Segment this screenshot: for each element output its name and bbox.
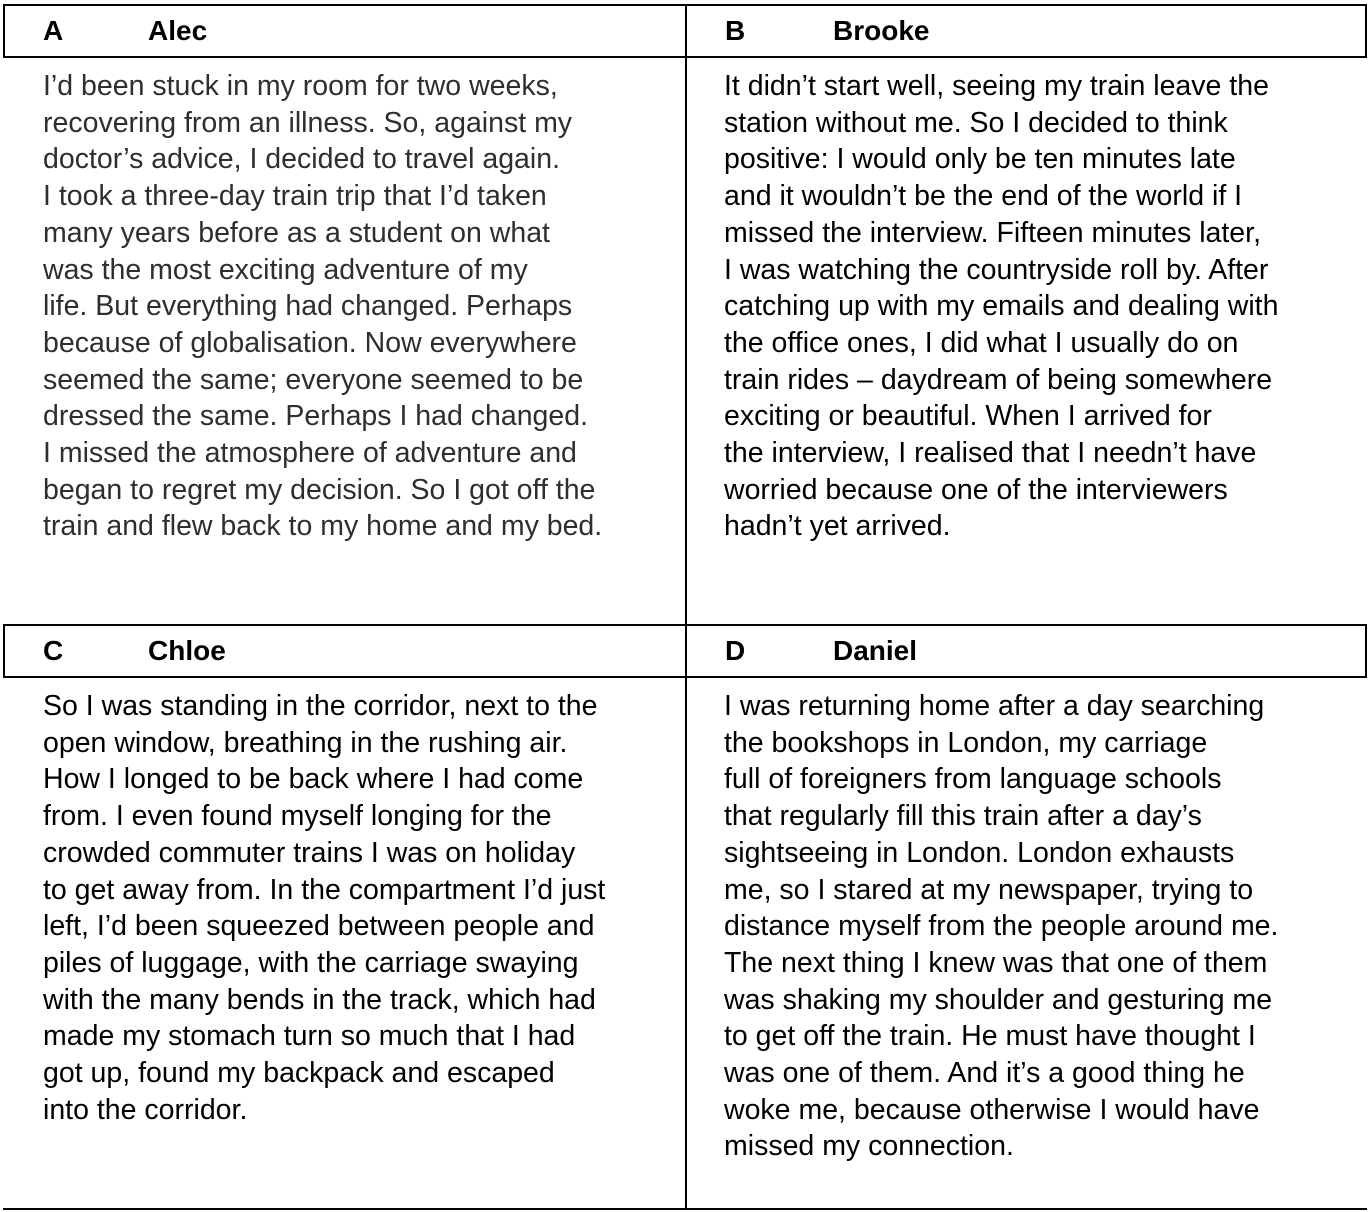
section-c-text: So I was standing in the corridor, next to the open window, breathing in the rushing air. How I longed to be back where I had come from. I even found myself longing for the crowded commuter trains I was on holiday to get away from. In the compartment I’d just left, I’d been squeezed between people and piles of luggage, with the carriage swaying with the many bends in the track, which had made my stomach turn so much that I had got up, found my backpack and escaped into the corridor.	[43, 690, 606, 1126]
section-b	[685, 4, 1367, 624]
section-b-header	[685, 4, 1367, 58]
section-person-name: Daniel	[833, 635, 918, 666]
bottom-rule	[3, 1208, 1367, 1210]
section-person-name: Alec	[148, 15, 208, 46]
section-letter: A	[43, 15, 64, 46]
section-c	[3, 624, 685, 1210]
section-a-header	[3, 4, 685, 58]
section-a	[3, 4, 685, 624]
section-d-text: I was returning home after a day searching the bookshops in London, my carriage full of foreigners from language schools that regularly fill this train after a day’s sightseeing in London. London exhausts me, so I stared at my newspaper, trying to distance myself from the people around me. The next thing I knew was that one of them was shaking my shoulder and gesturing me to get off the train. He must have thought I was one of them. And it’s a good thing he woke me, because otherwise I would have missed my connection.	[724, 690, 1279, 1163]
section-letter: C	[43, 635, 64, 666]
section-person-name: Chloe	[148, 635, 226, 666]
column-divider	[685, 4, 687, 1210]
section-d	[685, 624, 1367, 1210]
section-d-header	[685, 624, 1367, 678]
section-person-name: Brooke	[833, 15, 930, 46]
section-letter: B	[725, 15, 746, 46]
reading-texts-grid	[3, 4, 1367, 1210]
section-b-text: It didn’t start well, seeing my train leave the station without me. So I decided to think positive: I would only be ten minutes late and it wouldn’t be the end of the world if I missed the interview. Fifteen minutes later, I was watching the countryside roll by. After catching up with my emails and dealing with the office ones, I did what I usually do on train rides – daydream of being somewhere exciting or beautiful. When I arrived for the interview, I realised that I needn’t have worried because one of the interviewers hadn’t yet arrived.	[724, 70, 1279, 543]
section-letter: D	[725, 635, 746, 666]
section-a-text: I’d been stuck in my room for two weeks, recovering from an illness. So, against my doctor’s advice, I decided to travel again. I took a three-day train trip that I’d taken many years before as a student on what was the most exciting adventure of my life. But everything had changed. Perhaps because of globalisation. Now everywhere seemed the same; everyone seemed to be dressed the same. Perhaps I had changed. I missed the atmosphere of adventure and began to regret my decision. So I got off the train and flew back to my home and my bed.	[43, 70, 603, 543]
section-c-header	[3, 624, 685, 678]
